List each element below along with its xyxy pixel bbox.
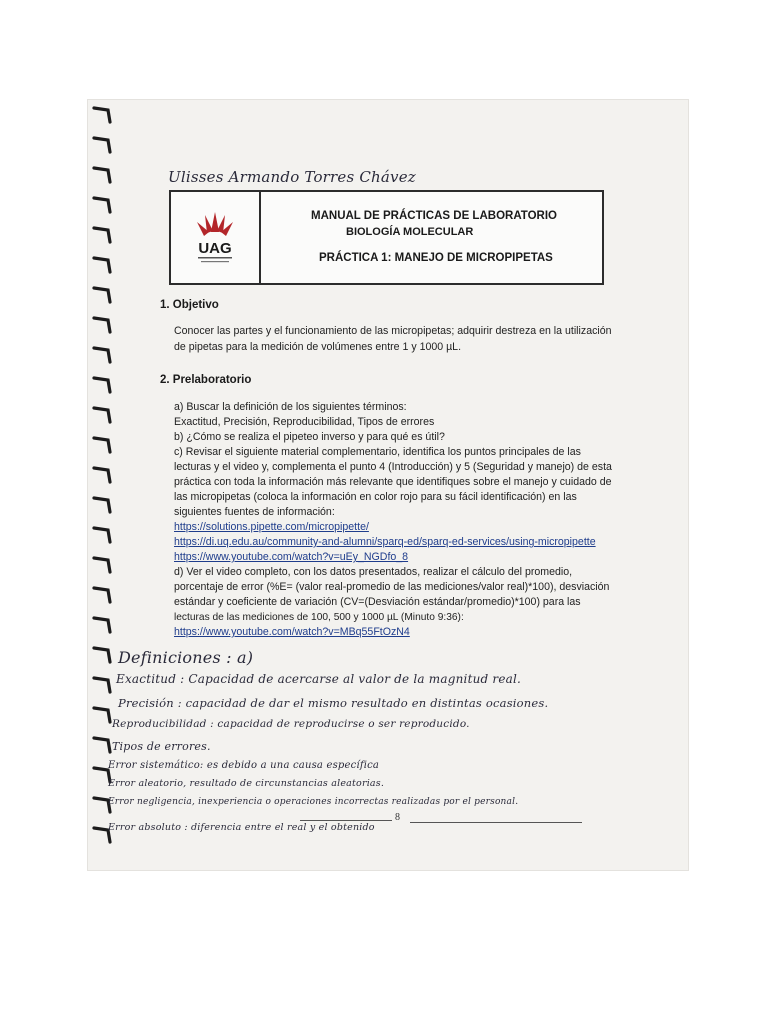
header-divider [259,192,261,283]
prelab-line-d2: porcentaje de error (%E= (valor real-promedio de las mediciones/valor real)*100), desviación [174,581,610,593]
prelab-line-d1: d) Ver el video completo, con los datos presentados, realizar el cálculo del promedio, [174,566,573,578]
handwritten-tipos-errores: Tipos de errores. [112,740,211,753]
uag-logo-icon [189,210,241,270]
prelab-line-d4: lecturas de las mediciones de 100, 500 y 1000 µL (Minuto 9:36): [174,612,464,623]
prelab-line-c2: lecturas y el video y, complementa el punto 4 (Introducción) y 5 (Seguridad y manejo) de esta [174,461,612,473]
handwritten-error-aleatorio: Error aleatorio, resultado de circunstancias aleatorias. [108,778,385,789]
prelab-line-b: b) ¿Cómo se realiza el pipeteo inverso y para qué es útil? [174,431,445,443]
handwritten-error-sistematico: Error sistemático: es debido a una causa específica [108,760,380,771]
practice-title: PRÁCTICA 1: MANEJO DE MICROPIPETAS [319,252,553,264]
handwritten-definiciones-heading: Definiciones : a) [118,648,254,667]
prelab-line-c3: práctica con toda la información más relevante que identifiques sobre el manejo y cuidado de [174,476,612,488]
svg-text:UAG: UAG [198,240,232,257]
handwritten-exactitud: Exactitud : Capacidad de acercarse al valor de la magnitud real. [116,672,522,686]
page-number: 8 [395,812,400,823]
prelab-line-c4: las micropipetas (coloca la información en color rojo para su fácil identificación) en las [174,491,577,503]
prelab-line-d3: estándar y coeficiente de variación (CV=(Desviación estándar/promedio)*100) para las [174,596,581,608]
handwritten-reproducibilidad: Reproducibilidad : capacidad de reproducirse o ser reproducido. [112,718,470,730]
handwritten-name: Ulisses Armando Torres Chávez [168,168,416,186]
objetivo-line-1: Conocer las partes y el funcionamiento de las micropipetas; adquirir destreza en la utilización [174,325,612,337]
manual-title: MANUAL DE PRÁCTICAS DE LABORATORIO [311,210,557,222]
prelab-line-c1: c) Revisar el siguiente material complementario, identifica los puntos principales de las [174,446,581,458]
link-uq-micropipette[interactable]: https://di.uq.edu.au/community-and-alumni/sparq-ed/sparq-ed-services/using-micropipette [174,536,596,548]
link-youtube-video-2[interactable]: https://www.youtube.com/watch?v=MBq55FtOzN4 [174,626,410,638]
link-pipette-solutions[interactable]: https://solutions.pipette.com/micropipette/ [174,521,369,533]
section-prelaboratorio-heading: 2. Prelaboratorio [160,374,252,386]
section-objetivo-heading: 1. Objetivo [160,299,219,311]
course-title: BIOLOGÍA MOLECULAR [346,226,474,238]
prelab-line-c5: siguientes fuentes de información: [174,506,335,518]
prelab-line-a: a) Buscar la definición de los siguientes términos: [174,401,407,413]
footer-line-right [410,822,582,823]
handwritten-error-absoluto: Error absoluto : diferencia entre el real y el obtenido [108,822,375,833]
objetivo-line-2: de pipetas para la medición de volúmenes entre 1 y 1000 µL. [174,341,462,353]
document-header [169,190,604,285]
handwritten-precision: Precisión : capacidad de dar el mismo resultado en distintas ocasiones. [118,696,549,710]
link-youtube-video-1[interactable]: https://www.youtube.com/watch?v=uEy_NGDfo_8 [174,551,409,563]
spiral-binding [88,100,118,870]
footer-line-left [300,820,392,821]
handwritten-error-negligencia: Error negligencia, inexperiencia o operaciones incorrectas realizadas por el personal. [108,797,519,807]
prelab-line-terms: Exactitud, Precisión, Reproducibilidad, Tipos de errores [174,416,435,428]
